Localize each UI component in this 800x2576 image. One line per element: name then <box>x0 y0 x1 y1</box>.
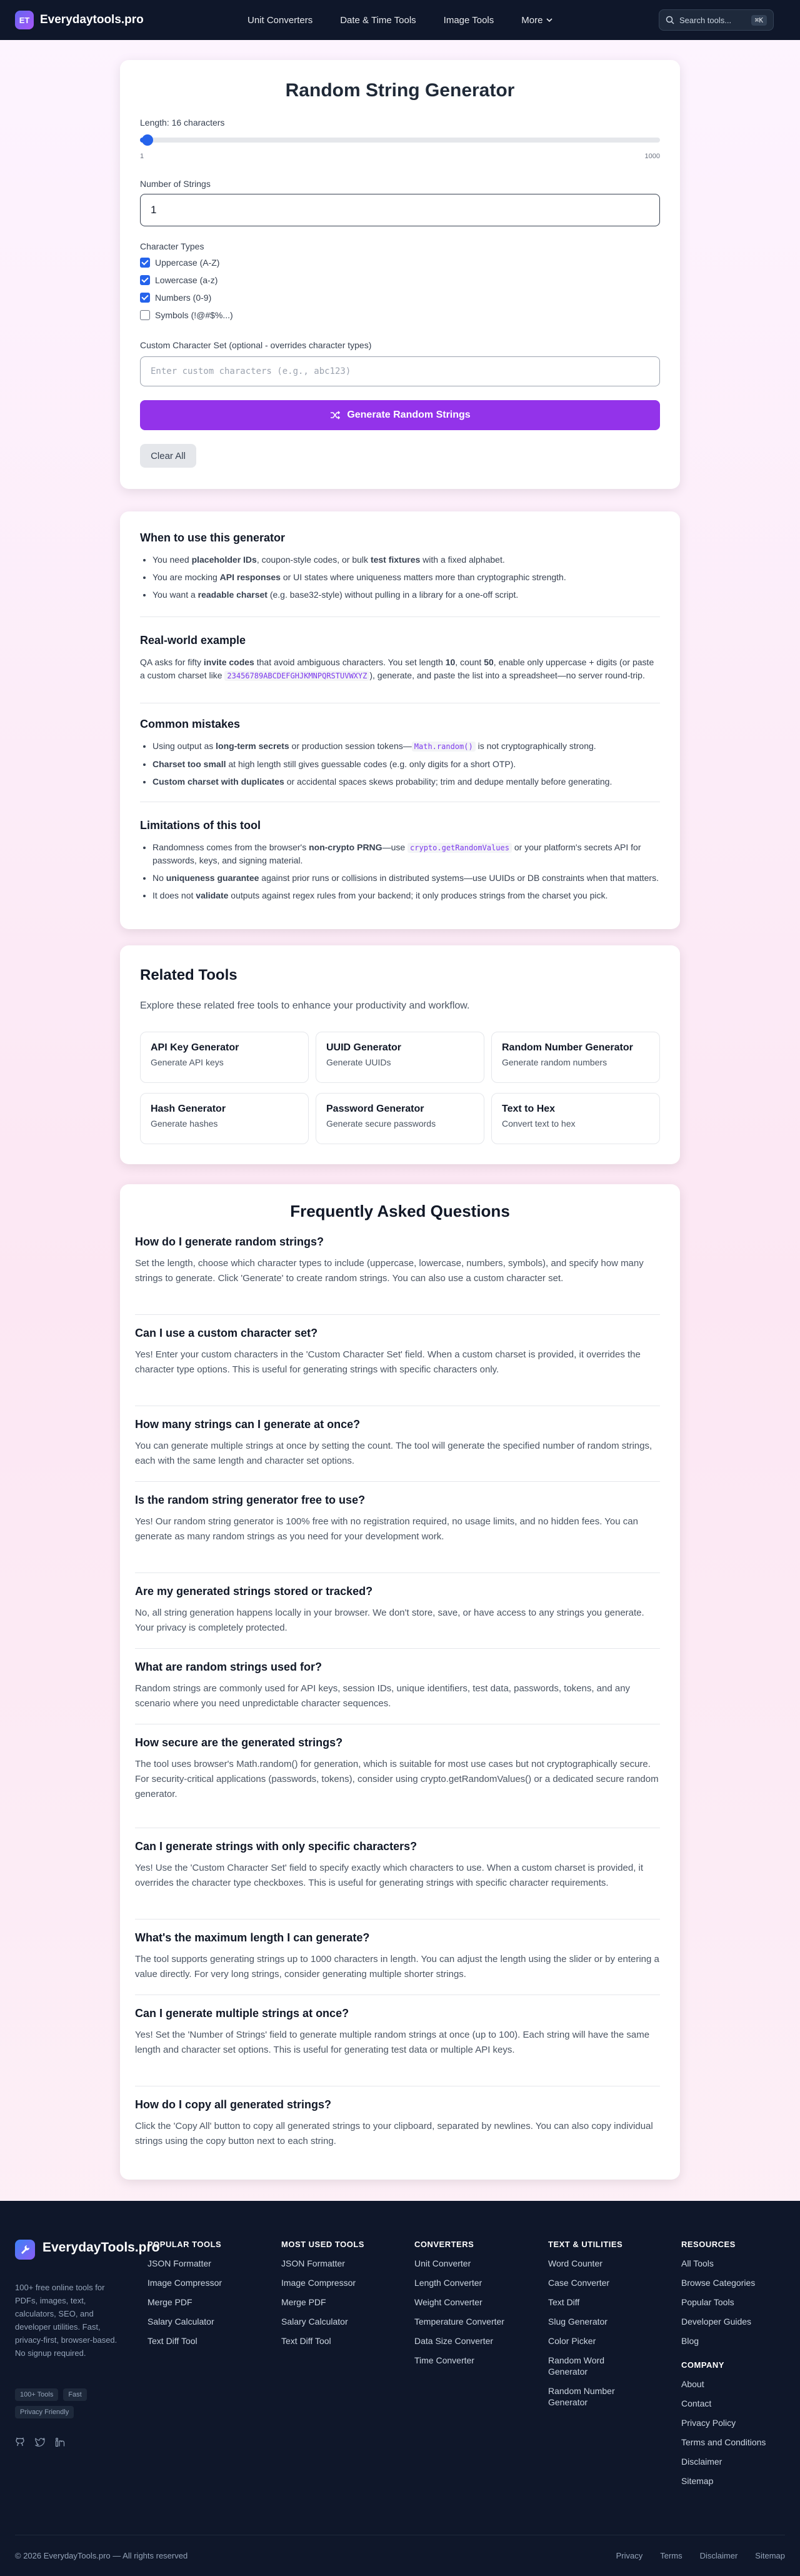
length-min: 1 <box>140 153 144 160</box>
faq-question: How secure are the generated strings? <box>135 1736 343 1749</box>
list-item: • Custom charset with duplicates or accidental spaces skews probability; trim and dedupe mentally before generating. <box>152 775 660 788</box>
main-nav <box>248 0 553 40</box>
copyright: © 2026 EverydayTools.pro — All rights reserved <box>15 2551 188 2560</box>
footer-link[interactable]: Random Word Generator <box>548 2355 605 2377</box>
tool-card-random-number-generator[interactable] <box>491 1032 660 1083</box>
faq-item <box>135 1327 660 1377</box>
checkbox-label: Lowercase (a-z) <box>155 275 218 285</box>
faq-question: How do I generate random strings? <box>135 1235 324 1248</box>
tool-card-api-key-generator[interactable] <box>140 1032 309 1083</box>
footer-link[interactable]: Slug Generator <box>548 2317 608 2327</box>
faq-question: Can I use a custom character set? <box>135 1327 318 1339</box>
info-card <box>120 511 680 929</box>
list-item: • You want a readable charset (e.g. base32-style) without pulling in a library for a one-off script. <box>152 588 660 601</box>
footer-link[interactable]: Salary Calculator <box>148 2317 214 2327</box>
footer-column-title: COMPANY <box>681 2360 724 2370</box>
faq-question: How many strings can I generate at once? <box>135 1418 361 1431</box>
footer-link-sitemap[interactable]: Sitemap <box>755 2551 785 2560</box>
list-item: • No uniqueness guarantee against prior runs or collisions in distributed systems—use UUIDs or DB constraints when that matters. <box>152 872 660 884</box>
footer-column-title: TEXT & UTILITIES <box>548 2240 623 2249</box>
example-section <box>140 634 660 683</box>
faq-item <box>135 1494 660 1544</box>
wrench-icon <box>15 2240 35 2260</box>
tool-desc: Generate secure passwords <box>326 1119 436 1129</box>
divider <box>135 1481 660 1482</box>
mistakes-list <box>140 740 660 788</box>
badge: Fast <box>63 2388 86 2401</box>
faq-answer: You can generate multiple strings at once by setting the count. The tool will generate the specified number of random strings, each with the same length and character set options. <box>135 1441 652 1466</box>
faq-answer: Click the 'Copy All' button to copy all generated strings to your clipboard, separated by newlines. You can also copy individual strings using the copy button next to each string. <box>135 2121 653 2146</box>
list-item: • It does not validate outputs against regex rules from your backend; it only produces strings from the charset you pick. <box>152 889 660 902</box>
limits-title: Limitations of this tool <box>140 819 261 832</box>
faq-title: Frequently Asked Questions <box>290 1202 510 1220</box>
related-subtitle: Explore these related free tools to enhance your productivity and workflow. <box>140 1000 470 1011</box>
page-title: Random String Generator <box>285 80 515 101</box>
faq-question: What are random strings used for? <box>135 1661 322 1673</box>
footer-logo-text: EverydayTools.pro <box>42 2240 160 2255</box>
footer-link[interactable]: Text Diff <box>548 2297 580 2307</box>
footer-link[interactable]: Unit Converter <box>414 2258 471 2268</box>
tool-desc: Generate UUIDs <box>326 1057 391 1067</box>
faq-answer: The tool uses browser's Math.random() for generation, which is suitable for most use cases but not cryptographically secure. For security-critical applications (passwords, tokens), consider using crypto.getRandomValues() or a dedicated secure random generator. <box>135 1759 659 1799</box>
site-header <box>0 0 800 40</box>
footer-link[interactable]: Contact <box>681 2398 712 2408</box>
checkbox-lowercase[interactable] <box>140 275 218 285</box>
footer-link[interactable]: Salary Calculator <box>281 2317 348 2327</box>
faq-item <box>135 1840 660 1891</box>
divider <box>135 1572 660 1573</box>
footer-link[interactable]: Time Converter <box>414 2355 474 2365</box>
faq-item <box>135 2007 660 2058</box>
footer-link[interactable]: Blog <box>681 2336 699 2346</box>
checkbox-box[interactable] <box>140 293 150 303</box>
mistakes-section <box>140 718 660 793</box>
list-item: • Randomness comes from the browser's non-crypto PRNG—use crypto.getRandomValues or your platform's secrets API for passwords, keys, and signing material. <box>152 841 660 867</box>
footer-link[interactable]: JSON Formatter <box>148 2258 211 2268</box>
footer-link[interactable]: Random Number Generator <box>548 2386 615 2407</box>
footer-link[interactable]: Image Compressor <box>281 2278 356 2288</box>
nav-more[interactable] <box>521 15 553 26</box>
tool-name: UUID Generator <box>326 1042 402 1053</box>
footer-link[interactable]: Developer Guides <box>681 2317 752 2327</box>
custom-charset-input[interactable]: Enter custom characters (e.g., abc123) <box>140 356 660 386</box>
types-label: Character Types <box>140 241 204 251</box>
checkbox-label: Numbers (0-9) <box>155 293 212 303</box>
related-title: Related Tools <box>140 967 238 984</box>
nav-more-label: More <box>521 14 543 26</box>
footer-legal-links <box>616 2551 785 2560</box>
divider <box>140 616 660 617</box>
faq-question: Is the random string generator free to use? <box>135 1494 366 1506</box>
custom-charset-label: Custom Character Set (optional - overrides character types) <box>140 340 372 350</box>
chevron-down-icon <box>546 16 553 24</box>
footer-bottom <box>15 2551 785 2560</box>
list-item: • You need placeholder IDs, coupon-style codes, or bulk test fixtures with a fixed alphabet. <box>152 553 660 566</box>
footer-column <box>681 2240 794 2495</box>
faq-item <box>135 1235 660 1286</box>
faq-answer: Random strings are commonly used for API keys, session IDs, unique identifiers, test data, passwords, tokens, and any scenario where you need unpredictable character sequences. <box>135 1683 631 1709</box>
footer-column <box>414 2240 527 2374</box>
faq-answer: No, all string generation happens locally in your browser. We don't store, save, or have access to any strings you generate. Your privacy is completely protected. <box>135 1607 644 1633</box>
footer-link[interactable]: Merge PDF <box>148 2297 192 2307</box>
footer-link[interactable]: About <box>681 2379 704 2389</box>
faq-item <box>135 1661 660 1711</box>
mistakes-title: Common mistakes <box>140 718 241 730</box>
footer-link[interactable]: Image Compressor <box>148 2278 222 2288</box>
list-item: • Charset too small at high length still gives guessable codes (e.g. only digits for a short OTP). <box>152 758 660 770</box>
checkbox-box[interactable] <box>140 310 150 320</box>
checkbox-box[interactable] <box>140 275 150 285</box>
faq-answer: Yes! Use the 'Custom Character Set' field to specify exactly which characters to use. When a custom charset is provided, it overrides the character type checkboxes. This is useful for generating strings with specific character requirements. <box>135 1863 644 1888</box>
social-links <box>15 2437 65 2447</box>
footer-link[interactable]: Browse Categories <box>681 2278 756 2288</box>
divider <box>135 1648 660 1649</box>
logo-badge: ET <box>15 11 34 29</box>
nav-unit-converters[interactable]: Unit Converters <box>248 14 313 26</box>
count-input[interactable]: 1 <box>140 194 660 226</box>
footer-column-title: RESOURCES <box>681 2240 736 2249</box>
tool-desc: Generate random numbers <box>502 1057 608 1067</box>
footer-link[interactable]: Word Counter <box>548 2258 602 2268</box>
checkbox-label: Symbols (!@#$%...) <box>155 310 233 320</box>
footer-link[interactable]: Weight Converter <box>414 2297 482 2307</box>
list-item: • You are mocking API responses or UI states where uniqueness matters more than cryptographic strength. <box>152 571 660 583</box>
search-label: Search tools... <box>679 15 732 25</box>
footer-link[interactable]: JSON Formatter <box>281 2258 345 2268</box>
when-list <box>140 553 660 601</box>
logo-text: Everydaytools.pro <box>40 13 144 26</box>
example-text: QA asks for fifty invite codes that avoid ambiguous characters. You set length 10, count 50, enable only uppercase + digits (or paste a custom charset like 23456789ABCDEFGHJKMNPQRSTUVWXYZ ), generate, and paste the list into a spreadsheet—no server round-trip. <box>140 657 654 680</box>
length-slider-thumb[interactable] <box>142 134 153 146</box>
related-tools-card <box>120 945 680 1164</box>
length-max: 1000 <box>644 153 660 160</box>
faq-card <box>120 1184 680 2180</box>
checkbox-uppercase[interactable] <box>140 258 219 268</box>
footer-link[interactable]: Merge PDF <box>281 2297 326 2307</box>
site-footer <box>0 2201 800 2576</box>
github-icon[interactable] <box>15 2437 25 2447</box>
linkedin-icon[interactable] <box>55 2437 65 2447</box>
footer-link-terms[interactable]: Terms <box>660 2551 682 2560</box>
faq-answer: Yes! Our random string generator is 100% free with no registration required, no usage limits, and no hidden fees. You can generate as many random strings as you need for your development work. <box>135 1516 638 1542</box>
footer-link[interactable]: Data Size Converter <box>414 2336 494 2346</box>
footer-logo[interactable] <box>15 2240 160 2260</box>
tool-desc: Generate API keys <box>151 1057 224 1067</box>
checkbox-numbers[interactable] <box>140 293 211 303</box>
divider <box>135 1314 660 1315</box>
footer-link[interactable]: Disclaimer <box>681 2457 722 2467</box>
footer-column-title: MOST USED TOOLS <box>281 2240 364 2249</box>
tool-desc: Convert text to hex <box>502 1119 576 1129</box>
footer-link[interactable]: Length Converter <box>414 2278 482 2288</box>
list-item: • Using output as long-term secrets or production session tokens— Math.random() is not cryptographically strong. <box>152 740 660 753</box>
faq-question: What's the maximum length I can generate? <box>135 1931 370 1944</box>
checkbox-label: Uppercase (A-Z) <box>155 258 220 268</box>
faq-question: Can I generate multiple strings at once? <box>135 2007 349 2020</box>
tool-card-password-generator[interactable] <box>316 1093 484 1144</box>
tool-card-hash-generator[interactable] <box>140 1093 309 1144</box>
faq-question: Can I generate strings with only specific characters? <box>135 1840 418 1853</box>
footer-description: 100+ free online tools for PDFs, images, text, calculators, SEO, and developer utilities. Fast, privacy-first, browser-based. No signup required. <box>15 2283 118 2358</box>
tool-card-uuid-generator[interactable] <box>316 1032 484 1083</box>
faq-answer: Yes! Enter your custom characters in the 'Custom Character Set' field. When a custom charset is provided, it overrides the character type options. This is useful for generating strings with specific characters only. <box>135 1349 641 1375</box>
checkbox-box[interactable] <box>140 258 150 268</box>
badge: Privacy Friendly <box>15 2406 74 2418</box>
length-slider[interactable] <box>140 138 660 143</box>
generate-label: Generate Random Strings <box>347 410 471 420</box>
example-title: Real-world example <box>140 634 246 647</box>
footer-link-privacy[interactable]: Privacy <box>616 2551 643 2560</box>
footer-link[interactable]: Temperature Converter <box>414 2317 504 2327</box>
footer-link[interactable]: Popular Tools <box>681 2297 734 2307</box>
limits-section <box>140 819 660 907</box>
tool-desc: Generate hashes <box>151 1119 218 1129</box>
footer-link[interactable]: Text Diff Tool <box>281 2336 331 2346</box>
footer-column <box>548 2240 642 2416</box>
footer-link-disclaimer[interactable]: Disclaimer <box>699 2551 738 2560</box>
faq-question: Are my generated strings stored or tracked? <box>135 1585 373 1597</box>
tool-name: Password Generator <box>326 1104 424 1114</box>
faq-answer: Yes! Set the 'Number of Strings' field to generate multiple random strings at once (up to 100). Each string will have the same length and character set options. This is useful for generating test data or multiple API keys. <box>135 2030 650 2055</box>
search-button[interactable] <box>659 9 774 31</box>
when-title: When to use this generator <box>140 531 286 544</box>
clear-button[interactable]: Clear All <box>140 444 196 468</box>
footer-column <box>281 2240 394 2355</box>
checkbox-symbols[interactable] <box>140 310 233 320</box>
search-icon <box>666 16 674 24</box>
limits-list <box>140 841 660 902</box>
nav-date-time-tools[interactable]: Date & Time Tools <box>340 14 416 26</box>
count-label: Number of Strings <box>140 179 211 189</box>
length-label: Length: 16 characters <box>140 118 225 128</box>
faq-item <box>135 1931 660 1982</box>
footer-column <box>148 2240 260 2355</box>
generate-button[interactable] <box>140 400 660 430</box>
faq-item <box>135 1736 660 1802</box>
footer-link[interactable]: Text Diff Tool <box>148 2336 198 2346</box>
footer-link[interactable]: Case Converter <box>548 2278 610 2288</box>
site-logo[interactable] <box>15 11 144 29</box>
tool-name: Hash Generator <box>151 1104 226 1114</box>
tool-name: Random Number Generator <box>502 1042 633 1053</box>
footer-badges <box>15 2388 134 2418</box>
nav-image-tools[interactable]: Image Tools <box>443 14 494 26</box>
generator-card <box>120 60 680 489</box>
footer-link[interactable]: Sitemap <box>681 2476 714 2486</box>
faq-item <box>135 1418 660 1469</box>
faq-item <box>135 1585 660 1636</box>
tool-card-text-to-hex[interactable] <box>491 1093 660 1144</box>
badge: 100+ Tools <box>15 2388 58 2401</box>
search-shortcut: ⌘K <box>751 15 767 26</box>
footer-link[interactable]: Privacy Policy <box>681 2418 736 2428</box>
when-section <box>140 531 660 606</box>
faq-question: How do I copy all generated strings? <box>135 2098 332 2111</box>
footer-column-title: CONVERTERS <box>414 2240 474 2249</box>
shuffle-icon <box>329 410 341 421</box>
footer-link[interactable]: All Tools <box>681 2258 714 2268</box>
tool-name: API Key Generator <box>151 1042 239 1053</box>
tool-name: Text to Hex <box>502 1104 556 1114</box>
footer-link[interactable]: Terms and Conditions <box>681 2437 766 2447</box>
footer-link[interactable]: Color Picker <box>548 2336 596 2346</box>
faq-answer: The tool supports generating strings up to 1000 characters in length. You can adjust the length using the slider or by entering a value directly. For very long strings, consider generating multiple shorter strings. <box>135 1954 659 1980</box>
footer-column-title: POPULAR TOOLS <box>148 2240 222 2249</box>
faq-item <box>135 2098 660 2149</box>
twitter-icon[interactable] <box>35 2437 45 2447</box>
faq-answer: Set the length, choose which character types to include (uppercase, lowercase, numbers, symbols), and specify how many strings to generate. Click 'Generate' to create random strings. You can also use a custom character set. <box>135 1258 644 1284</box>
